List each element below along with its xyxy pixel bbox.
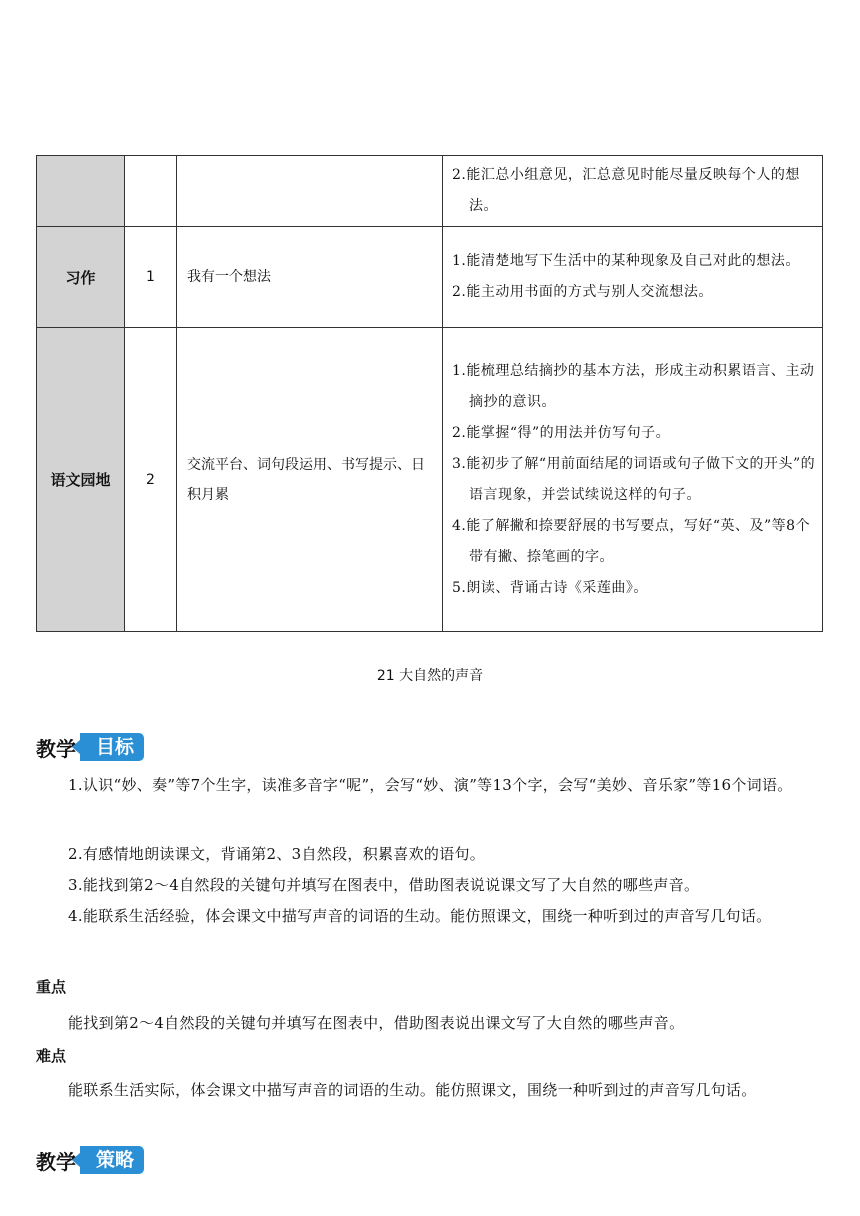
difficulty-label: 难点 bbox=[36, 1047, 67, 1065]
count-cell: 1 bbox=[125, 227, 177, 328]
topic-cell: 我有一个想法 bbox=[177, 227, 443, 328]
objective-item: 4.能联系生活经验，体会课文中描写声音的词语的生动。能仿照课文，围绕一种听到过的声音写几句话。 bbox=[68, 907, 772, 925]
topic-cell: 交流平台、词句段运用、书写提示、日积月累 bbox=[177, 328, 443, 632]
count-cell: 2 bbox=[125, 328, 177, 632]
category-cell: 习作 bbox=[37, 227, 125, 328]
lesson-title: 21 大自然的声音 bbox=[376, 668, 484, 684]
category-cell: 语文园地 bbox=[37, 328, 125, 632]
table-row bbox=[37, 328, 823, 632]
topic-cell bbox=[177, 156, 443, 227]
objective-item: 1.认识“妙、奏”等7个生字，读准多音字“呢”，会写“妙、演”等13个字，会写“美妙、音乐家”等16个词语。 bbox=[68, 776, 793, 794]
category-cell bbox=[37, 156, 125, 227]
goals-cell bbox=[443, 328, 823, 632]
count-cell bbox=[125, 156, 177, 227]
objectives-heading-left: 教学 bbox=[36, 736, 76, 761]
objective-item: 2.有感情地朗读课文，背诵第2、3自然段，积累喜欢的语句。 bbox=[68, 845, 486, 863]
goal-item: 4.能了解撇和捺要舒展的书写要点，写好“英、及”等8个带有撇、捺笔画的字。 bbox=[452, 517, 811, 565]
objective-item: 3.能找到第2～4自然段的关键句并填写在图表中，借助图表说说课文写了大自然的哪些声音。 bbox=[68, 876, 700, 894]
unit-plan-table bbox=[36, 155, 823, 632]
objectives-heading bbox=[36, 732, 144, 762]
goal-item: 2.能汇总小组意见，汇总意见时能尽量反映每个人的想法。 bbox=[452, 167, 800, 214]
strategy-heading-badge: 策略 bbox=[80, 1146, 144, 1174]
table-row bbox=[37, 227, 823, 328]
objectives-heading-badge: 目标 bbox=[80, 733, 144, 761]
table-row bbox=[37, 156, 823, 227]
strategy-heading-left: 教学 bbox=[36, 1149, 76, 1174]
goals-cell bbox=[443, 156, 823, 227]
goal-item: 3.能初步了解“用前面结尾的词语或句子做下文的开头”的语言现象，并尝试续说这样的句子。 bbox=[452, 455, 816, 503]
key-point-label: 重点 bbox=[36, 978, 67, 996]
goal-item: 1.能清楚地写下生活中的某种现象及自己对此的想法。 bbox=[452, 253, 800, 269]
goal-item: 2.能主动用书面的方式与别人交流想法。 bbox=[452, 284, 713, 300]
goal-item: 2.能掌握“得”的用法并仿写句子。 bbox=[452, 424, 671, 441]
strategy-heading bbox=[36, 1145, 144, 1175]
goal-item: 5.朗读、背诵古诗《采莲曲》。 bbox=[452, 579, 648, 596]
key-point-text: 能找到第2～4自然段的关键句并填写在图表中，借助图表说出课文写了大自然的哪些声音。 bbox=[68, 1014, 685, 1032]
difficulty-text: 能联系生活实际，体会课文中描写声音的词语的生动。能仿照课文，围绕一种听到过的声音写几句话。 bbox=[68, 1081, 757, 1099]
goal-item: 1.能梳理总结摘抄的基本方法，形成主动积累语言、主动摘抄的意识。 bbox=[452, 362, 815, 410]
goals-cell bbox=[443, 227, 823, 328]
